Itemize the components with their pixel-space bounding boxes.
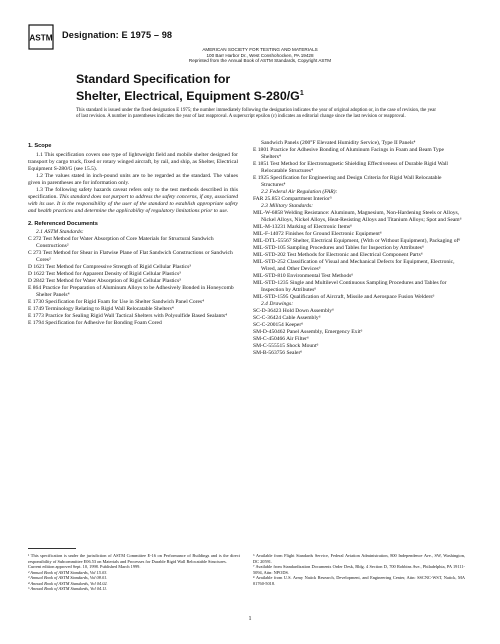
footnote: ² Annual Book of ASTM Standards, Vol 15.03. xyxy=(28,569,108,575)
issuance-notice: This standard is issued under the fixed designation E 1975; the number immediately following the designation indicates the year of original adoption or, in the case of revision, the year of last revision. A number in parentheses indicates the year of last reapproval. A superscript epsilon (ε) indicates an editorial change since the last revision or reapproval. xyxy=(76,108,436,120)
reference-item: MIL-STD-252 Classification of Visual and Mechanical Defects for Equipment, Electronic, Wired, and Other Devices⁶ xyxy=(253,259,455,273)
reference-item: MIL-F-14072 Finishes for Ground Electronic Equipment⁶ xyxy=(253,231,382,238)
reference-item: C 273 Test Method for Shear in Flatwise Plane of Flat Sandwich Constructions or Sandwich Cores² xyxy=(28,250,233,264)
reference-item: D 2842 Test Method for Water Absorption of Rigid Cellular Plastics³ xyxy=(28,278,181,285)
document-title xyxy=(76,72,436,103)
right-column xyxy=(253,140,463,357)
designation: Designation: E 1975 – 98 xyxy=(62,30,173,40)
paragraph-1-2: 1.2 The values stated in inch-pound units are to be regarded as the standard. The values given in parentheses are for information only. xyxy=(28,172,238,186)
reference-item: MIL-DTL-55567 Shelter, Electrical Equipment, (With or Without Equipment), Packaging of⁶ xyxy=(253,238,461,245)
reference-item: MIL-STD-1235 Single and Multilevel Continuous Sampling Procedures and Tables for Inspection by Attributes⁶ xyxy=(253,280,447,294)
reference-item: E 1730 Specification for Rigid Foam for Use in Shelter Sandwich Panel Cores⁴ xyxy=(28,299,205,306)
reference-item: E 1851 Test Method for Electromagnetic Shielding Effectiveness of Durable Rigid Wall Relocatable Structures⁴ xyxy=(253,161,448,175)
reference-item: C 272 Test Method for Water Absorption of Core Materials for Structural Sandwich Constructions² xyxy=(28,236,214,250)
astm-logo-icon xyxy=(28,24,54,50)
footnote: ⁵ Annual Book of ASTM Standards, Vol 04.11. xyxy=(28,586,108,591)
paragraph-1-3: 1.3 The following safety hazards caveat refers only to the test methods described in this specification. This standard does not purport to address the safety concerns, if any, associated with its use. It is the responsibility of the user of the standard to establish appropriate safety and health practices and determine the applicability of regulatory limitations prior to use. xyxy=(28,186,238,214)
reference-item: E 1925 Specification for Engineering and Design Criteria for Rigid Wall Relocatable Structures⁴ xyxy=(253,175,442,189)
reference-item: MIL-W-6858 Welding Resistance: Aluminum, Magnesium, Non-Hardening Steels or Alloys, Nickel Alloys, Nickel Alloys, Heat-Resisting Alloys and Titanium Alloys; Spot and Seam⁶ xyxy=(253,210,462,224)
reference-item: D 1621 Test Method for Compressive Strength of Rigid Cellular Plastics³ xyxy=(28,264,191,271)
reference-item: MIL-STD-105 Sampling Procedures and Tables for Inspection by Attributes⁶ xyxy=(253,245,424,252)
left-column xyxy=(28,140,238,327)
reference-item: D 1622 Test Method for Apparent Density of Rigid Cellular Plastics³ xyxy=(28,271,181,278)
reference-item-continued: Sandwich Panels (200°F Elevated Humidity Service), Type II Panels⁴ xyxy=(261,140,416,146)
section-heading-references: 2. Referenced Documents xyxy=(28,220,98,227)
reference-item: MIL-STD-1595 Qualification of Aircraft, Missile and Aerospace Fusion Welders⁶ xyxy=(253,294,435,301)
subheading-drawings: 2.4 Drawings: xyxy=(261,301,294,308)
reference-item: E 1749 Terminology Relating to Rigid Wall Relocatable Shelters⁴ xyxy=(28,306,174,313)
footnotes-right xyxy=(253,553,465,586)
reference-item: E 1794 Specification for Adhesive for Bonding Foam Cored xyxy=(28,320,162,327)
paragraph-1-1: 1.1 This specification covers one type of lightweight field and mobile shelter designed for transport by cargo truck, fixed or rotary winged aircraft, by rail, and ship, as Shelter, Electrical Equipment S-280/G (see 15.5). xyxy=(28,151,238,172)
footnote: ³ Annual Book of ASTM Standards, Vol 08.01. xyxy=(28,575,108,580)
subheading-astm-standards: 2.1 ASTM Standards: xyxy=(36,229,84,236)
footnote: ⁴ Annual Book of ASTM Standards, Vol 04.02. xyxy=(28,580,108,586)
title-line-1: Standard Specification for xyxy=(76,72,231,86)
reference-item: E 1801 Practice for Adhesive Bonding of Aluminum Facings in Foam and Beam Type Shelters⁴ xyxy=(253,147,445,161)
footnote: ¹ This specification is under the jurisdiction of ASTM Committee E-16 on Performance of Buildings and is the direct responsibility of Subcommittee E06.53 on Materials and Processes for Durable Rigid Wall Relocatable Structures. xyxy=(28,553,240,564)
org-name: AMERICAN SOCIETY FOR TESTING AND MATERIALS xyxy=(202,47,318,52)
title-line-2: Shelter, Electrical, Equipment $S-280/G^1$ xyxy=(76,88,304,103)
footnote: ⁸ Available from U.S. Army Natick Research, Development, and Engineering Center, Attn: SSCNC-WST, Natick, MA 01760-5018. xyxy=(253,575,465,586)
reference-item: MIL-STD-810 Environmental Test Methods⁶ xyxy=(253,273,354,280)
drawing-item: SM-C-555515 Shock Mount⁶ xyxy=(253,343,319,350)
drawing-item: SM-D-450462 Panel Assembly, Emergency Exit⁶ xyxy=(253,329,363,336)
org-address: 100 Barr Harbor Dr., West Conshohocken, PA 19428 xyxy=(206,52,314,58)
section-heading-scope: 1. Scope xyxy=(28,143,52,149)
footnote: Current edition approved Sept. 10, 1998. Published March 1999. xyxy=(28,564,141,569)
reprint-notice: Reprinted from the Annual Book of ASTM Standards, Copyright ASTM xyxy=(188,58,332,63)
svg-text:ASTM: ASTM xyxy=(29,33,53,43)
drawing-item: SC-D-36423 Hold Down Assembly⁶ xyxy=(253,308,334,315)
footnote: ⁶ Available from Flight Standards Service, Federal Aviation Administration, 800 Independence Ave., SW, Washington, DC 20591. xyxy=(253,553,465,564)
drawing-item: SM-C-450466 Air Filter⁶ xyxy=(253,336,309,343)
drawing-item: SC-C-36424 Cable Assembly⁶ xyxy=(253,315,321,322)
page-number: 1 xyxy=(248,616,252,622)
reference-item: E 1773 Practice for Sealing Rigid Wall Tactical Shelters with Polysulfide Based Sealants⁴ xyxy=(28,313,228,320)
footnote-divider xyxy=(28,548,76,549)
subheading-far: 2.2 Federal Air Regulation (FAR): xyxy=(261,189,338,196)
reference-item: MIL-M-13231 Marking of Electronic Items⁶ xyxy=(253,224,352,231)
reference-item: E 864 Practice for Preparation of Aluminum Alloys to be Adhesively Bonded in Honeycomb Shelter Panels⁴ xyxy=(28,285,234,299)
subheading-military-standards: 2.3 Military Standards: xyxy=(261,203,314,210)
drawing-item: SM-B-563756 Sealer⁶ xyxy=(253,350,303,357)
footnotes-left xyxy=(28,553,240,592)
footnote: ⁷ Available from Standardization Documents Order Desk, Bldg. 4 Section D, 700 Robbins Ave., Philadelphia, PA 19111-5094, Attn: NPODS. xyxy=(253,564,465,575)
drawing-item: SC-C-200154 Keeper⁶ xyxy=(253,322,304,329)
reference-item: FAR 25.853 Compartment Interior⁵ xyxy=(253,196,332,203)
reference-item: MIL-STD-202 Test Methods for Electronic and Electrical Component Parts⁶ xyxy=(253,252,423,259)
